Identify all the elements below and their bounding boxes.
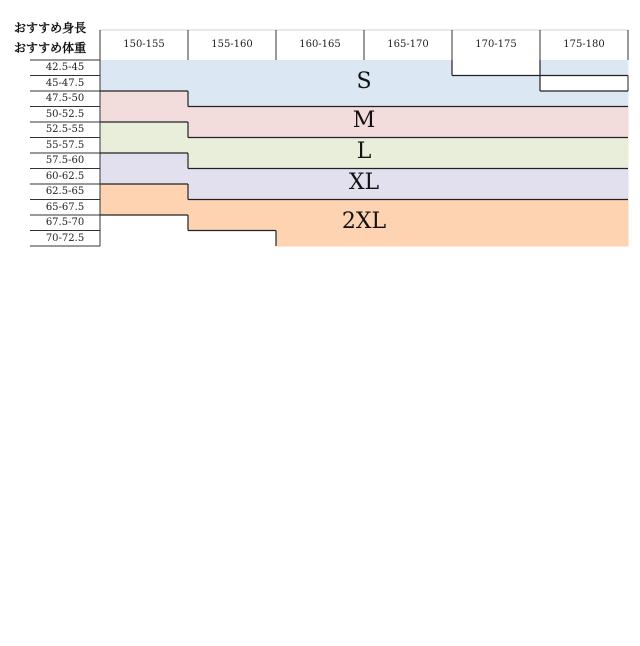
weight-row-label: 55-57.5 bbox=[45, 139, 85, 151]
size-cell-s bbox=[452, 76, 541, 92]
size-cell-2xl bbox=[188, 215, 277, 231]
weight-row-label: 62.5-65 bbox=[45, 186, 85, 197]
size-cell-xl bbox=[540, 184, 629, 200]
size-cell-s bbox=[364, 91, 453, 107]
weight-row-label: 45-47.5 bbox=[45, 77, 85, 89]
weight-row-label: 67.5-70 bbox=[45, 217, 85, 228]
height-column-header: 170-175 bbox=[475, 39, 517, 50]
size-cell-m bbox=[452, 107, 541, 123]
size-cell-s bbox=[540, 60, 629, 76]
height-column-header: 175-180 bbox=[563, 39, 605, 50]
weight-row-label: 65-67.5 bbox=[45, 201, 85, 213]
size-cell-s bbox=[452, 91, 541, 107]
weight-row-label: 47.5-50 bbox=[45, 93, 85, 104]
size-cell-l bbox=[452, 153, 541, 169]
size-cell-s bbox=[188, 91, 277, 107]
size-label-s: S bbox=[356, 69, 372, 95]
size-cell-l bbox=[540, 138, 629, 154]
size-cell-2xl bbox=[100, 200, 189, 216]
weight-row-label: 50-52.5 bbox=[45, 108, 85, 120]
size-cell-xl bbox=[100, 169, 189, 185]
weight-header-label: おすすめ体重 bbox=[14, 41, 87, 55]
size-label-xl: XL bbox=[348, 170, 380, 195]
size-cell-s bbox=[100, 60, 189, 76]
size-cell-s bbox=[276, 91, 365, 107]
size-cell-xl bbox=[540, 169, 629, 185]
size-cell-m bbox=[540, 107, 629, 123]
size-cell-l bbox=[100, 138, 189, 154]
size-cell-2xl bbox=[452, 200, 541, 216]
height-column-header: 160-165 bbox=[299, 39, 341, 50]
size-cell-2xl bbox=[452, 215, 541, 231]
size-cell-xl bbox=[452, 184, 541, 200]
size-cell-2xl bbox=[100, 184, 189, 200]
size-chart bbox=[0, 0, 640, 250]
size-cell-2xl bbox=[188, 200, 277, 216]
size-cell-s bbox=[100, 76, 189, 92]
size-cell-m bbox=[188, 122, 277, 138]
size-cell-2xl bbox=[540, 231, 629, 247]
size-cell-2xl bbox=[540, 200, 629, 216]
size-cell-xl bbox=[188, 184, 277, 200]
height-column-header: 165-170 bbox=[387, 39, 429, 50]
weight-row-label: 57.5-60 bbox=[45, 155, 85, 166]
size-cell-m bbox=[100, 107, 189, 123]
size-cell-l bbox=[188, 138, 277, 154]
size-label-m: M bbox=[352, 108, 376, 133]
weight-row-label: 60-62.5 bbox=[45, 170, 85, 182]
size-cell-2xl bbox=[540, 215, 629, 231]
height-column-header: 150-155 bbox=[123, 39, 165, 50]
size-cell-xl bbox=[452, 169, 541, 185]
size-cell-m bbox=[540, 122, 629, 138]
size-cell-l bbox=[100, 122, 189, 138]
size-cell-l bbox=[540, 153, 629, 169]
size-cell-s bbox=[188, 76, 277, 92]
weight-row-label: 52.5-55 bbox=[45, 124, 85, 135]
weight-row-label: 42.5-45 bbox=[45, 62, 85, 73]
size-cell-s bbox=[540, 91, 629, 107]
size-cell-l bbox=[452, 138, 541, 154]
size-cell-xl bbox=[188, 169, 277, 185]
size-cell-2xl bbox=[452, 231, 541, 247]
size-cell-m bbox=[188, 107, 277, 123]
height-header-label: おすすめ身長 bbox=[14, 21, 87, 35]
size-label-l: L bbox=[356, 139, 372, 164]
size-cell-s bbox=[188, 60, 277, 76]
size-cell-m bbox=[100, 91, 189, 107]
weight-row-label: 70-72.5 bbox=[45, 232, 85, 244]
height-column-header: 155-160 bbox=[211, 39, 253, 50]
size-cell-l bbox=[188, 153, 277, 169]
size-cell-xl bbox=[100, 153, 189, 169]
size-label-2xl: 2XL bbox=[341, 208, 387, 234]
size-cell-m bbox=[452, 122, 541, 138]
